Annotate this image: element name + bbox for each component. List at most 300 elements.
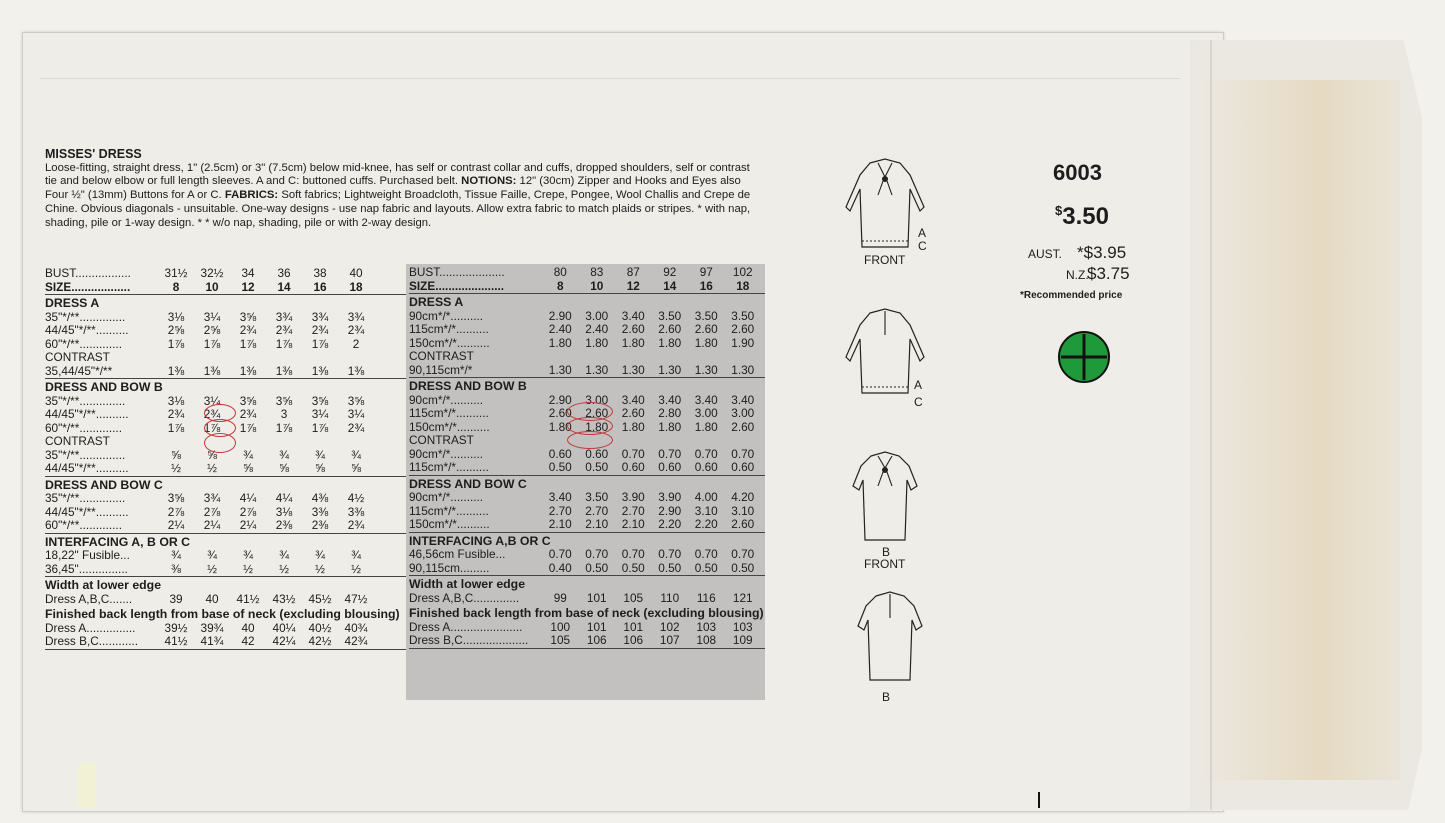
value-cell: 2¼ — [203, 518, 221, 532]
value-cell: 1⅞ — [203, 420, 221, 435]
value-cell: 101 — [623, 619, 644, 634]
value-cell: 39½ — [164, 620, 188, 635]
description-heading: MISSES' DRESS — [45, 147, 142, 161]
value-cell: 2.20 — [658, 517, 682, 531]
value-cell: ⅝ — [207, 447, 217, 462]
table-row — [409, 518, 765, 533]
value-cell: 2.60 — [731, 419, 755, 434]
value-cell: 2.60 — [731, 322, 755, 336]
value-cell: 1⅜ — [311, 363, 329, 378]
value-cell: ½ — [207, 461, 217, 475]
value-cell: 0.40 — [548, 560, 572, 575]
table-row — [409, 491, 765, 505]
value-cell: ½ — [243, 561, 253, 576]
bust-label: BUST................. — [45, 266, 131, 280]
value-cell: 39¾ — [200, 620, 224, 635]
value-cell: 2⅞ — [239, 504, 257, 519]
value-cell: 3.90 — [658, 490, 682, 504]
value-cell: 1⅜ — [203, 363, 221, 378]
size-range-logo-icon — [1057, 330, 1111, 384]
value-cell: 3⅝ — [167, 491, 185, 505]
value-cell: ¾ — [351, 548, 361, 562]
metric-yardage-table — [406, 264, 765, 700]
tape-mark — [78, 763, 96, 808]
value-cell: 40¼ — [272, 620, 296, 635]
value-cell: 2¾ — [275, 323, 293, 337]
pen-circle — [567, 431, 613, 449]
value-cell: 3.00 — [694, 406, 718, 420]
value-cell: 1⅞ — [239, 336, 257, 351]
price-symbol: $ — [1055, 203, 1063, 218]
table-row — [409, 337, 765, 351]
value-cell: 34 — [241, 266, 255, 280]
value-cell: 2.90 — [548, 392, 572, 407]
sketch-caption: FRONT — [864, 557, 906, 571]
value-cell: 42¾ — [344, 634, 368, 648]
row-label: 115cm*/*.......... — [409, 503, 489, 518]
value-cell: 1⅜ — [239, 363, 257, 378]
value-cell: 3.00 — [585, 392, 609, 407]
section-title: INTERFACING A, B OR C — [45, 534, 191, 549]
table-row — [409, 548, 765, 562]
value-cell: 3⅝ — [311, 393, 329, 408]
value-cell: 108 — [696, 633, 717, 647]
value-cell: 3¼ — [203, 309, 221, 324]
value-cell: 0.70 — [731, 547, 755, 561]
value-cell: 14 — [663, 278, 677, 293]
value-cell: 2.60 — [621, 322, 645, 336]
dress-front-ac-sketch — [840, 155, 930, 255]
value-cell: 116 — [696, 590, 716, 605]
row-label: 150cm*/*.......... — [409, 335, 490, 350]
value-cell: 0.50 — [731, 560, 755, 575]
value-cell: ¾ — [279, 548, 289, 562]
value-cell: 2¾ — [239, 323, 257, 337]
value-cell: 3¼ — [203, 393, 221, 408]
value-cell: 3.40 — [658, 392, 682, 407]
value-cell: 3.40 — [621, 308, 645, 323]
value-cell: 42 — [241, 634, 255, 648]
row-label: Dress A...................... — [409, 619, 523, 634]
fabrics-text: Soft fabrics; Lightweight Broadcloth, Tissue Faille, Crepe, Pongee, Wool Challis and Crepe de Chine. Obvious diagonals - unsuitable. One-way designs - use nap fabric and layouts. Allow extra fabric to match plaids or stripes. * with nap, shading, pile or 1-way design. * * w/o nap, shading, pile or with 2-way design. — [45, 189, 751, 229]
flap-fold — [1210, 40, 1212, 810]
value-cell: 2¼ — [239, 518, 257, 532]
value-cell: 2¼ — [167, 518, 185, 532]
value-cell: ¾ — [171, 548, 181, 562]
section-title: CONTRAST — [45, 350, 110, 364]
section-title: DRESS A — [409, 295, 464, 309]
value-cell: 31½ — [164, 266, 188, 280]
value-cell: 40 — [205, 591, 219, 606]
value-cell: 1.90 — [731, 335, 755, 350]
value-cell: 18 — [736, 278, 750, 293]
value-cell: 2⅜ — [275, 518, 293, 532]
sketch-label: A — [914, 378, 923, 392]
value-cell: 3.50 — [585, 490, 609, 504]
value-cell: 1.80 — [621, 335, 645, 350]
value-cell: 110 — [660, 590, 680, 605]
value-cell: 3¾ — [203, 491, 221, 505]
value-cell: 2.70 — [585, 503, 609, 518]
table-row — [409, 310, 765, 324]
value-cell: 2.10 — [585, 517, 609, 531]
value-cell: 3.40 — [694, 392, 718, 407]
price-value: 3.50 — [1062, 203, 1109, 230]
value-cell: 102 — [732, 265, 753, 279]
row-label: 115cm*/*.......... — [409, 460, 489, 474]
value-cell: 0.50 — [658, 560, 682, 575]
recommended-price-note: *Recommended price — [1020, 290, 1123, 301]
value-cell: 0.70 — [621, 446, 645, 461]
row-label: 115cm*/*.......... — [409, 406, 489, 420]
back-length-title: Finished back length from base of neck (excluding blousing) — [409, 606, 764, 620]
notions-label: NOTIONS: — [461, 175, 517, 188]
value-cell: 1.80 — [658, 419, 682, 434]
value-cell: 0.50 — [694, 560, 718, 575]
value-cell: ½ — [351, 561, 361, 576]
value-cell: 3⅝ — [239, 309, 257, 324]
row-label: 35"*/**.............. — [45, 447, 126, 462]
value-cell: 2⅞ — [167, 504, 185, 519]
nz-label: N.Z. — [1066, 268, 1089, 282]
value-cell: 1.30 — [694, 362, 718, 377]
row-label: 18,22" Fusible... — [45, 548, 130, 562]
value-cell: 0.50 — [585, 460, 609, 474]
width-title: Width at lower edge — [409, 577, 526, 591]
row-label: 90cm*/*.......... — [409, 446, 484, 461]
section-title: DRESS AND BOW C — [45, 477, 163, 492]
value-cell: ⅝ — [243, 461, 253, 475]
value-cell: 92 — [663, 265, 677, 279]
value-cell: 99 — [553, 590, 567, 605]
value-cell: 3.40 — [548, 490, 572, 504]
value-cell: 1⅞ — [275, 336, 293, 351]
value-cell: 80 — [553, 265, 567, 279]
value-cell: 1.80 — [585, 419, 609, 434]
value-cell: 0.70 — [585, 547, 609, 561]
value-cell: 0.60 — [731, 460, 755, 474]
value-cell: 0.60 — [658, 460, 682, 474]
value-cell: 0.70 — [731, 446, 755, 461]
value-cell: 3 — [280, 407, 288, 421]
section-title: CONTRAST — [45, 434, 110, 448]
table-row — [409, 461, 765, 476]
value-cell: ½ — [207, 561, 217, 576]
nz-price: $3.75 — [1087, 264, 1130, 283]
value-cell: 2¾ — [347, 323, 365, 337]
value-cell: 3⅝ — [347, 393, 365, 408]
value-cell: 1.30 — [658, 362, 682, 377]
row-label: 44/45"*/**.......... — [45, 323, 129, 337]
value-cell: 1.30 — [621, 362, 645, 377]
sketch-label: C — [918, 239, 927, 253]
value-cell: 1.80 — [548, 335, 572, 350]
pen-circle — [204, 433, 236, 453]
value-cell: 101 — [586, 619, 607, 634]
value-cell: 3¼ — [347, 407, 365, 421]
value-cell: 3.00 — [731, 406, 755, 420]
value-cell: ½ — [171, 461, 181, 475]
value-cell: 2.60 — [731, 517, 755, 531]
value-cell: 109 — [732, 633, 753, 647]
us-price — [1055, 203, 1109, 231]
value-cell: ¾ — [351, 447, 361, 462]
value-cell: 14 — [277, 279, 291, 294]
value-cell: 1⅞ — [311, 336, 329, 351]
value-cell: 100 — [550, 619, 571, 634]
value-cell: 47½ — [344, 591, 368, 606]
size-label: SIZE.................. — [45, 279, 131, 294]
value-cell: 10 — [590, 278, 604, 293]
row-label: Dress A,B,C....... — [45, 591, 133, 606]
value-cell: 103 — [696, 619, 717, 634]
value-cell: 3.50 — [731, 308, 755, 323]
value-cell: 3.40 — [621, 392, 645, 407]
row-label: 90cm*/*.......... — [409, 392, 484, 407]
row-label: 44/45"*/**.......... — [45, 407, 129, 421]
value-cell: 38 — [313, 266, 327, 280]
value-cell: 102 — [659, 619, 680, 634]
value-cell: 2.60 — [585, 406, 609, 420]
value-cell: ¾ — [207, 548, 217, 562]
value-cell: 2¾ — [203, 407, 221, 421]
value-cell: ¾ — [243, 548, 253, 562]
value-cell: 45½ — [308, 591, 332, 606]
table-row — [409, 448, 765, 462]
value-cell: 83 — [590, 265, 604, 279]
value-cell: 2.60 — [548, 406, 572, 420]
row-label: Dress A............... — [45, 620, 136, 635]
value-cell: 4¼ — [239, 491, 257, 505]
row-label: 46,56cm Fusible... — [409, 547, 506, 561]
row-label: 90,115cm......... — [409, 560, 490, 575]
row-label: 60"*/**............. — [45, 336, 122, 351]
width-title: Width at lower edge — [45, 578, 162, 592]
table-row — [409, 323, 765, 337]
value-cell: 3¾ — [347, 309, 365, 324]
pattern-description — [45, 148, 760, 230]
value-cell: 1.80 — [585, 335, 609, 350]
value-cell: 0.70 — [658, 446, 682, 461]
value-cell: ⅜ — [171, 561, 181, 576]
value-cell: 3⅝ — [275, 393, 293, 408]
value-cell: 2.10 — [621, 517, 645, 531]
row-label: 44/45"*/**.......... — [45, 504, 129, 519]
value-cell: 1.80 — [694, 335, 718, 350]
value-cell: 105 — [623, 590, 644, 605]
value-cell: 2.70 — [548, 503, 572, 518]
description-text: Loose-fitting, straight dress, 1" (2.5cm) or 3" (7.5cm) below mid-knee, has self or contrast collar and cuffs, dropped shoulders, self or contrast tie and below elbow or full length sleeves. A and C: buttoned cuffs. Purchased belt. — [45, 161, 750, 188]
value-cell: 103 — [732, 619, 753, 634]
section-title: DRESS A — [45, 296, 100, 310]
sketch-label: B — [882, 545, 891, 559]
value-cell: 3⅛ — [275, 504, 293, 519]
value-cell: 0.50 — [585, 560, 609, 575]
value-cell: 41½ — [236, 591, 260, 606]
value-cell: 1⅞ — [239, 420, 257, 435]
value-cell: 2 — [352, 336, 360, 351]
value-cell: 1.80 — [694, 419, 718, 434]
value-cell: 43½ — [272, 591, 296, 606]
value-cell: 3.10 — [694, 503, 718, 518]
value-cell: 3¾ — [275, 309, 293, 324]
value-cell: 4.20 — [731, 490, 755, 504]
value-cell: 32½ — [200, 266, 224, 280]
value-cell: 3⅛ — [167, 393, 185, 408]
row-label: 35"*/**.............. — [45, 393, 126, 408]
section-title: CONTRAST — [409, 433, 474, 447]
value-cell: ½ — [315, 561, 325, 576]
value-cell: 0.70 — [548, 547, 572, 561]
back-length-title: Finished back length from base of neck (excluding blousing) — [45, 607, 400, 621]
row-label: 44/45"*/**.......... — [45, 461, 129, 475]
value-cell: 36 — [277, 266, 291, 280]
sketch-caption: FRONT — [864, 253, 906, 267]
value-cell: 121 — [732, 590, 753, 605]
dress-back-b-sketch — [850, 590, 930, 685]
value-cell: 1⅞ — [203, 336, 221, 351]
row-label: 35,44/45"*/** — [45, 363, 113, 378]
value-cell: 2.70 — [621, 503, 645, 518]
row-label: Dress B,C............ — [45, 634, 139, 648]
value-cell: 2.60 — [658, 322, 682, 336]
value-cell: 2⅜ — [311, 518, 329, 532]
aust-price: *$3.95 — [1077, 243, 1127, 262]
value-cell: 87 — [626, 265, 640, 279]
value-cell: 4⅜ — [311, 491, 329, 505]
value-cell: 106 — [586, 633, 607, 647]
value-cell: 1.30 — [731, 362, 755, 377]
value-cell: 0.70 — [694, 446, 718, 461]
value-cell: 2¾ — [347, 518, 365, 532]
value-cell: 1⅞ — [167, 420, 185, 435]
value-cell: 0.50 — [548, 460, 572, 474]
section-title: DRESS AND BOW B — [45, 380, 163, 394]
value-cell: 3.50 — [694, 308, 718, 323]
value-cell: 2.60 — [621, 406, 645, 420]
value-cell: 0.60 — [694, 460, 718, 474]
value-cell: 105 — [550, 633, 571, 647]
row-label: Dress A,B,C.............. — [409, 590, 520, 605]
value-cell: 41¾ — [200, 634, 224, 648]
sketch-label: B — [882, 690, 891, 704]
value-cell: ¾ — [315, 447, 325, 462]
value-cell: ¾ — [315, 548, 325, 562]
section-title: INTERFACING A,B OR C — [409, 533, 551, 548]
value-cell: 40 — [241, 620, 255, 635]
value-cell: 39 — [169, 591, 183, 606]
ink-mark — [1038, 792, 1040, 808]
row-label: 150cm*/*.......... — [409, 517, 490, 531]
value-cell: ⅝ — [351, 461, 361, 475]
value-cell: 101 — [586, 590, 607, 605]
value-cell: 0.60 — [548, 446, 572, 461]
value-cell: 2.40 — [585, 322, 609, 336]
value-cell: 42½ — [308, 634, 332, 648]
value-cell: 106 — [623, 633, 644, 647]
value-cell: 3¾ — [311, 309, 329, 324]
value-cell: 40¾ — [344, 620, 368, 635]
value-cell: ⅝ — [315, 461, 325, 475]
value-cell: ¾ — [279, 447, 289, 462]
value-cell: 0.60 — [585, 446, 609, 461]
envelope-crease — [40, 78, 1180, 79]
value-cell: 107 — [659, 633, 680, 647]
row-label: 90cm*/*.......... — [409, 308, 484, 323]
dress-front-b-sketch — [845, 450, 925, 545]
table-row — [409, 505, 765, 519]
notions-text: 12" (30cm) Zipper and Hooks and Eyes also Four ½" (13mm) Buttons for A or C. — [45, 175, 741, 202]
value-cell: 97 — [699, 265, 713, 279]
value-cell: 2¾ — [347, 420, 365, 435]
row-label: 90cm*/*.......... — [409, 490, 484, 504]
value-cell: 3¼ — [311, 407, 329, 421]
value-cell: 0.50 — [621, 560, 645, 575]
value-cell: ⅝ — [279, 461, 289, 475]
value-cell: 3.10 — [731, 503, 755, 518]
value-cell: 16 — [699, 278, 713, 293]
value-cell: 40 — [349, 266, 363, 280]
value-cell: 2.20 — [694, 517, 718, 531]
value-cell: 1.30 — [585, 362, 609, 377]
value-cell: 41½ — [164, 634, 188, 648]
value-cell: 3.90 — [621, 490, 645, 504]
value-cell: 4¼ — [275, 491, 293, 505]
value-cell: 0.60 — [621, 460, 645, 474]
value-cell: 4½ — [347, 491, 365, 505]
value-cell: 12 — [626, 278, 640, 293]
section-title: DRESS AND BOW C — [409, 476, 527, 491]
table-row — [409, 562, 765, 577]
value-cell: 2.90 — [548, 308, 572, 323]
value-cell: ⅝ — [171, 447, 181, 462]
flap-stain — [1200, 80, 1400, 780]
value-cell: 1⅜ — [347, 363, 365, 378]
value-cell: 1⅞ — [275, 420, 293, 435]
row-label: 35"*/**.............. — [45, 309, 126, 324]
value-cell: 3⅜ — [311, 504, 329, 519]
value-cell: 1⅜ — [275, 363, 293, 378]
row-label: 115cm*/*.......... — [409, 322, 489, 336]
value-cell: 10 — [205, 279, 219, 294]
value-cell: ½ — [279, 561, 289, 576]
bust-label: BUST.................... — [409, 265, 505, 279]
value-cell: 3.00 — [585, 308, 609, 323]
value-cell: 2¾ — [311, 323, 329, 337]
value-cell: 8 — [556, 278, 564, 293]
value-cell: 3⅝ — [239, 393, 257, 408]
row-label: Dress B,C.................... — [409, 633, 529, 647]
value-cell: 1⅜ — [167, 363, 185, 378]
row-label: 60"*/**............. — [45, 518, 122, 532]
row-label: 60"*/**............. — [45, 420, 122, 435]
row-label: 150cm*/*.......... — [409, 419, 490, 434]
value-cell: 1.80 — [621, 419, 645, 434]
value-cell: 1.80 — [658, 335, 682, 350]
value-cell: 2¾ — [239, 407, 257, 421]
value-cell: 3⅜ — [347, 504, 365, 519]
value-cell: 2¾ — [167, 407, 185, 421]
row-label: 90,115cm*/* — [409, 362, 473, 377]
value-cell: 42¼ — [272, 634, 296, 648]
value-cell: 0.70 — [621, 547, 645, 561]
sketch-label: A — [918, 226, 927, 240]
size-label: SIZE..................... — [409, 278, 505, 293]
section-title: CONTRAST — [409, 349, 474, 363]
value-cell: 8 — [172, 279, 180, 294]
value-cell: 2.10 — [548, 517, 572, 531]
value-cell: 40½ — [308, 620, 332, 635]
